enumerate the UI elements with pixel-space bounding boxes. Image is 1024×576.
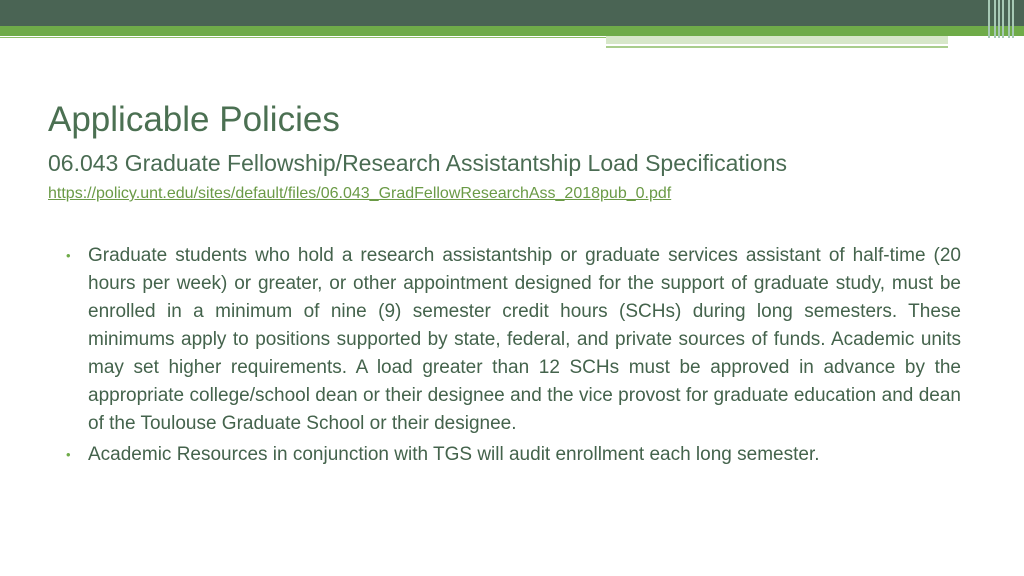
bullet-icon: • — [66, 447, 71, 462]
header-bar — [0, 0, 1024, 26]
bullet-text: Academic Resources in conjunction with TGS will audit enrollment each long semester. — [88, 444, 820, 465]
policy-subtitle: 06.043 Graduate Fellowship/Research Assistantship Load Specifications — [48, 150, 787, 176]
bullet-item — [66, 242, 961, 438]
header-accent-strip — [0, 26, 1024, 36]
bullet-item — [66, 441, 961, 469]
bullet-icon: • — [66, 248, 71, 263]
policy-link[interactable]: https://policy.unt.edu/sites/default/files/06.043_GradFellowResearchAss_2018pub_0.pdf — [48, 185, 672, 202]
bullet-text: Graduate students who hold a research assistantship or graduate services assistant of half-time (20 hours per week) or greater, or other appointment designed for the support of graduate study, must be enrolled in a minimum of nine (9) semester credit hours (SCHs) during long semesters. These minimums apply to positions supported by state, federal, and private sources of funds. Academic units may set higher requirements. A load greater than 12 SCHs must be approved in advance by the appropriate college/school dean or their designee and the vice provost for graduate education and dean of the Toulouse Graduate School or their designee. — [88, 245, 961, 434]
header-divider-line — [0, 37, 606, 38]
bullet-list — [66, 242, 961, 472]
header-decoration — [988, 0, 1016, 38]
header-accent-line — [606, 46, 948, 48]
header-accent-block — [606, 36, 948, 44]
slide-title: Applicable Policies — [48, 100, 340, 139]
